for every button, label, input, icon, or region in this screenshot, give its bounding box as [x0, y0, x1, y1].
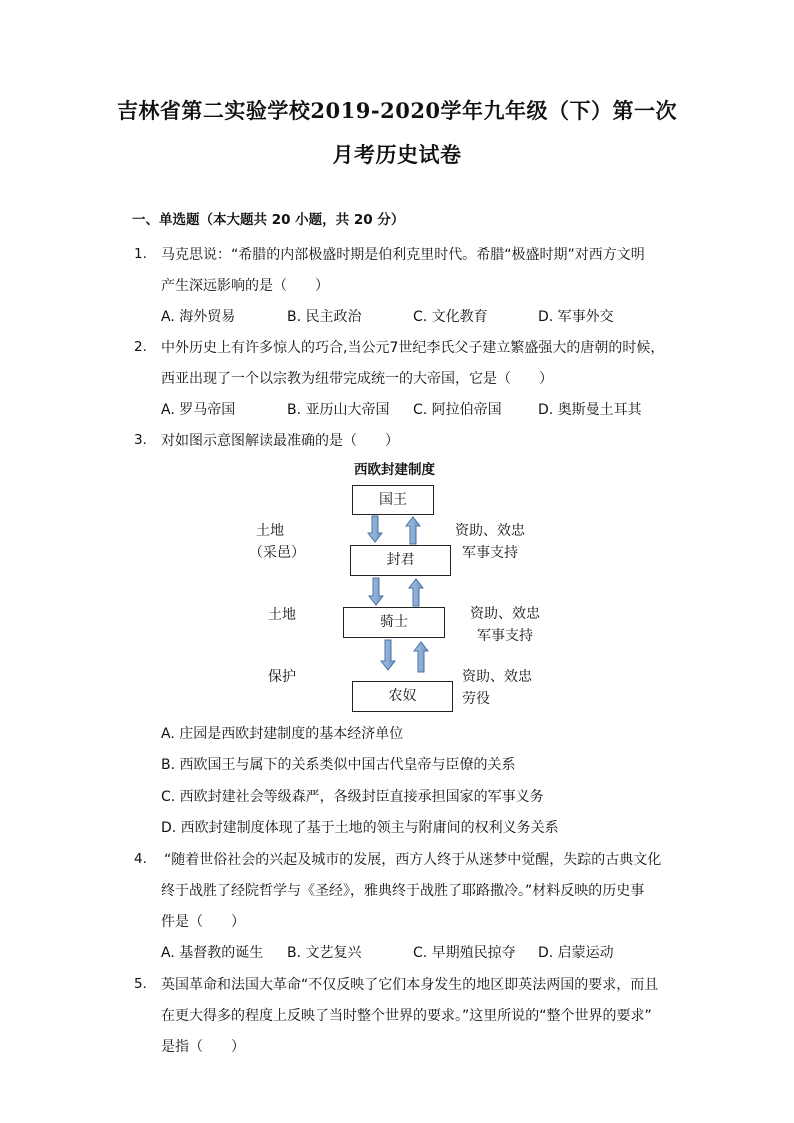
box-serf-label: 农奴 — [388, 688, 417, 704]
arrow-up-lord-to-king — [406, 517, 420, 544]
box-knight-label: 骑士 — [380, 614, 408, 630]
question-5-text-line3: 是指（ ） — [161, 1039, 245, 1055]
question-3-option-b: B. 西欧国王与属下的关系类似中国古代皇帝与臣僚的关系 — [161, 757, 516, 773]
box-king-label: 国王 — [379, 492, 407, 508]
question-2-text-line2: 西亚出现了一个以宗教为纽带完成统一的大帝国，它是（ ） — [161, 371, 553, 387]
label-fief-paren: （采邑） — [249, 545, 305, 561]
question-4-text-line2: 终于战胜了经院哲学与《圣经》，雅典终于战胜了耶路撒冷。”材料反映的历史事 — [161, 883, 645, 899]
label-aid-loyalty-1: 资助、效忠 — [455, 523, 525, 539]
question-1-option-a: A. 海外贸易 — [161, 309, 236, 325]
question-4-number: 4. — [134, 851, 147, 867]
label-land: 土地 — [268, 607, 296, 623]
question-5-number: 5. — [134, 976, 147, 992]
question-1-text-line2: 产生深远影响的是（ ） — [161, 278, 329, 294]
question-4-option-c: C. 早期殖民掠夺 — [413, 945, 516, 961]
question-4-text-line1: “随着世俗社会的兴起及城市的发展，西方人终于从迷梦中觉醒，失踪的古典文化 — [164, 852, 662, 868]
question-2-option-c: C. 阿拉伯帝国 — [413, 402, 502, 418]
question-5-text-line2: 在更大得多的程度上反映了当时整个世界的要求。”这里所说的“整个世界的要求” — [161, 1008, 652, 1024]
question-2-number: 2. — [134, 339, 147, 355]
label-aid-loyalty-3: 资助、效忠 — [462, 669, 532, 685]
arrow-down-lord-to-knight — [369, 578, 383, 605]
label-military-support-1: 军事支持 — [462, 545, 518, 561]
arrow-up-knight-to-lord — [409, 579, 423, 606]
label-aid-loyalty-2: 资助、效忠 — [470, 606, 540, 622]
exam-title-line1: 吉林省第二实验学校2019-2020学年九年级（下）第一次 — [116, 98, 678, 123]
arrow-down-king-to-lord — [368, 516, 382, 542]
question-5-text-line1: 英国革命和法国大革命“不仅反映了它们本身发生的地区即英法两国的要求，而且 — [161, 977, 659, 993]
question-3-option-c: C. 西欧封建社会等级森严，各级封臣直接承担国家的军事义务 — [161, 789, 544, 805]
arrow-down-knight-to-serf — [381, 640, 395, 670]
label-labor: 劳役 — [462, 691, 490, 707]
label-protect: 保护 — [268, 669, 296, 685]
question-1-text-line1: 马克思说：“希腊的内部极盛时期是伯利克里时代。希腊“极盛时期”对西方文明 — [161, 247, 645, 263]
question-1-option-c: C. 文化教育 — [413, 309, 488, 325]
question-3-option-a: A. 庄园是西欧封建制度的基本经济单位 — [161, 726, 404, 742]
question-2-option-a: A. 罗马帝国 — [161, 402, 236, 418]
question-2-option-d: D. 奥斯曼土耳其 — [538, 402, 642, 418]
question-3-option-d: D. 西欧封建制度体现了基于土地的领主与附庸间的权利义务关系 — [161, 820, 559, 836]
question-3-text-line1: 对如图示意图解读最准确的是（ ） — [161, 433, 399, 449]
question-2-option-b: B. 亚历山大帝国 — [287, 402, 390, 418]
question-4-option-d: D. 启蒙运动 — [538, 945, 614, 961]
question-4-option-a: A. 基督教的诞生 — [161, 945, 264, 961]
arrow-up-serf-to-knight — [414, 642, 428, 672]
diagram-title: 西欧封建制度 — [354, 462, 435, 478]
label-military-support-2: 军事支持 — [477, 628, 533, 644]
label-land-fief: 土地 — [256, 523, 284, 539]
question-1-option-b: B. 民主政治 — [287, 309, 362, 325]
question-1-number: 1. — [134, 246, 147, 262]
question-2-text-line1: 中外历史上有许多惊人的巧合,当公元7世纪李氏父子建立繁盛强大的唐朝的时候， — [161, 340, 665, 356]
question-4-text-line3: 件是（ ） — [161, 914, 245, 930]
question-4-option-b: B. 文艺复兴 — [287, 945, 362, 961]
exam-title-line2: 月考历史试卷 — [332, 142, 462, 167]
question-1-option-d: D. 军事外交 — [538, 309, 614, 325]
section-heading: 一、单选题（本大题共 20 小题，共 20 分） — [132, 212, 405, 228]
question-3-number: 3. — [134, 432, 147, 448]
box-lord-label: 封君 — [386, 552, 415, 568]
